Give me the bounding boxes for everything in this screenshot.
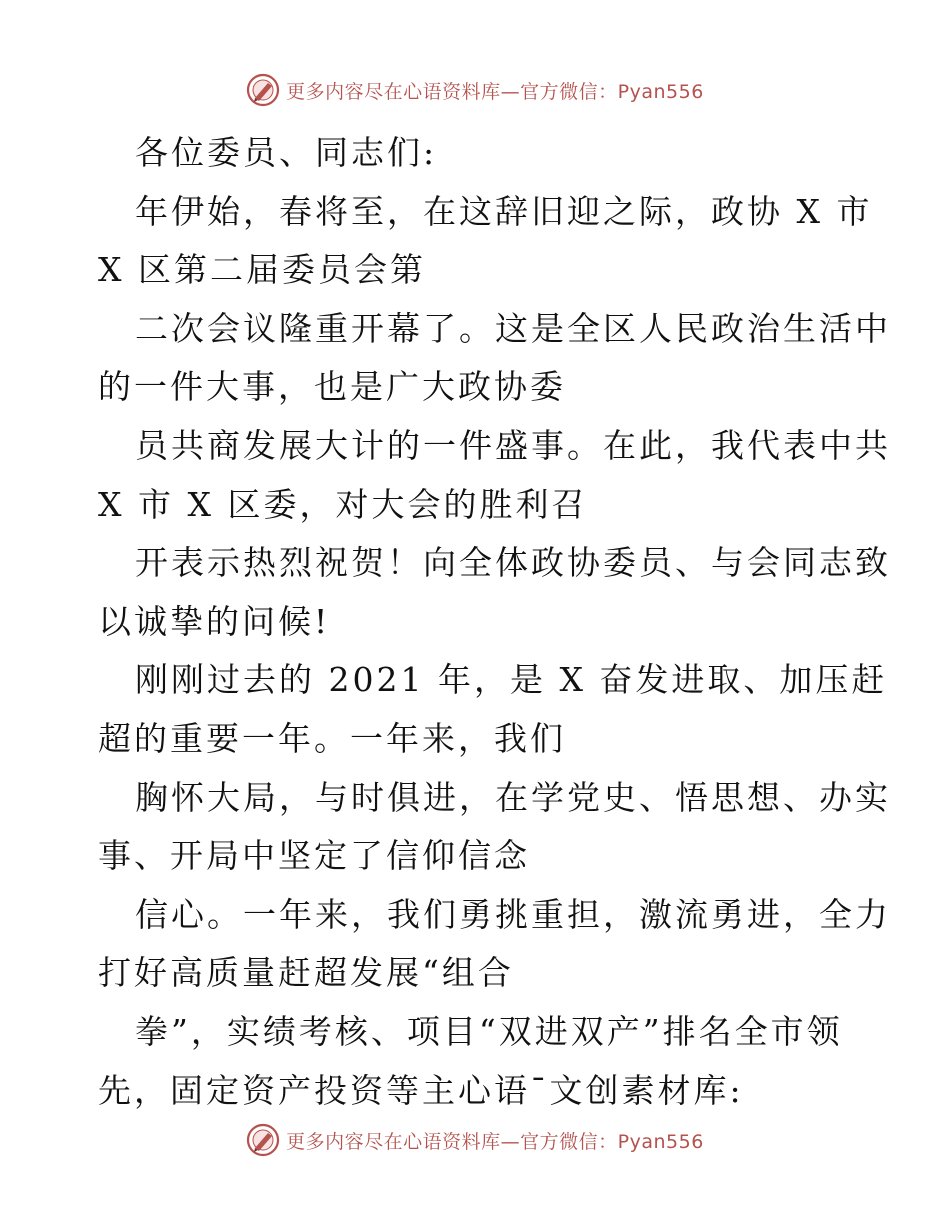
document-body [98, 124, 891, 1120]
body-line: 开表示热烈祝贺！向全体政协委员、与会同志致 [135, 543, 891, 583]
watermark-text: 更多内容尽在心语资料库—官方微信：Pyan556 [286, 1130, 704, 1153]
body-line: 先，固定资产投资等主心语¯文创素材库: [98, 1070, 744, 1110]
body-line: 信心。一年来，我们勇挑重担，激流勇进，全力 [135, 894, 891, 934]
body-line: 的一件大事，也是广大政协委 [98, 367, 566, 407]
pen-logo-icon [246, 1123, 280, 1157]
body-line: 年伊始，春将至，在这辞旧迎之际，政协 X 市 [135, 191, 873, 231]
body-line: 超的重要一年。一年来，我们 [98, 718, 566, 758]
body-line: 各位委员、同志们: [135, 133, 438, 172]
body-line: 员共商发展大计的一件盛事。在此，我代表中共 [135, 425, 891, 465]
body-line: 二次会议隆重开幕了。这是全区人民政治生活中 [135, 308, 891, 348]
body-line: 以诚挚的问候! [98, 601, 331, 641]
header-watermark [0, 70, 950, 110]
body-line: 胸怀大局，与时俱进，在学党史、悟思想、办实 [135, 777, 891, 817]
watermark-text: 更多内容尽在心语资料库—官方微信：Pyan556 [286, 80, 704, 103]
body-line: 刚刚过去的 2021 年，是 X 奋发进取、加压赶 [135, 660, 888, 700]
body-line: X 区第二届委员会第 [98, 250, 426, 290]
body-line: X 市 X 区委，对大会的胜利召 [98, 484, 588, 524]
footer-watermark [0, 1120, 950, 1160]
pen-logo-icon [246, 73, 280, 107]
body-line: 事、开局中坚定了信仰信念 [98, 836, 530, 876]
body-line: 打好高质量赶超发展“组合 [98, 953, 514, 993]
body-line: 拳”，实绩考核、项目“双进双产”排名全市领 [135, 1011, 843, 1051]
